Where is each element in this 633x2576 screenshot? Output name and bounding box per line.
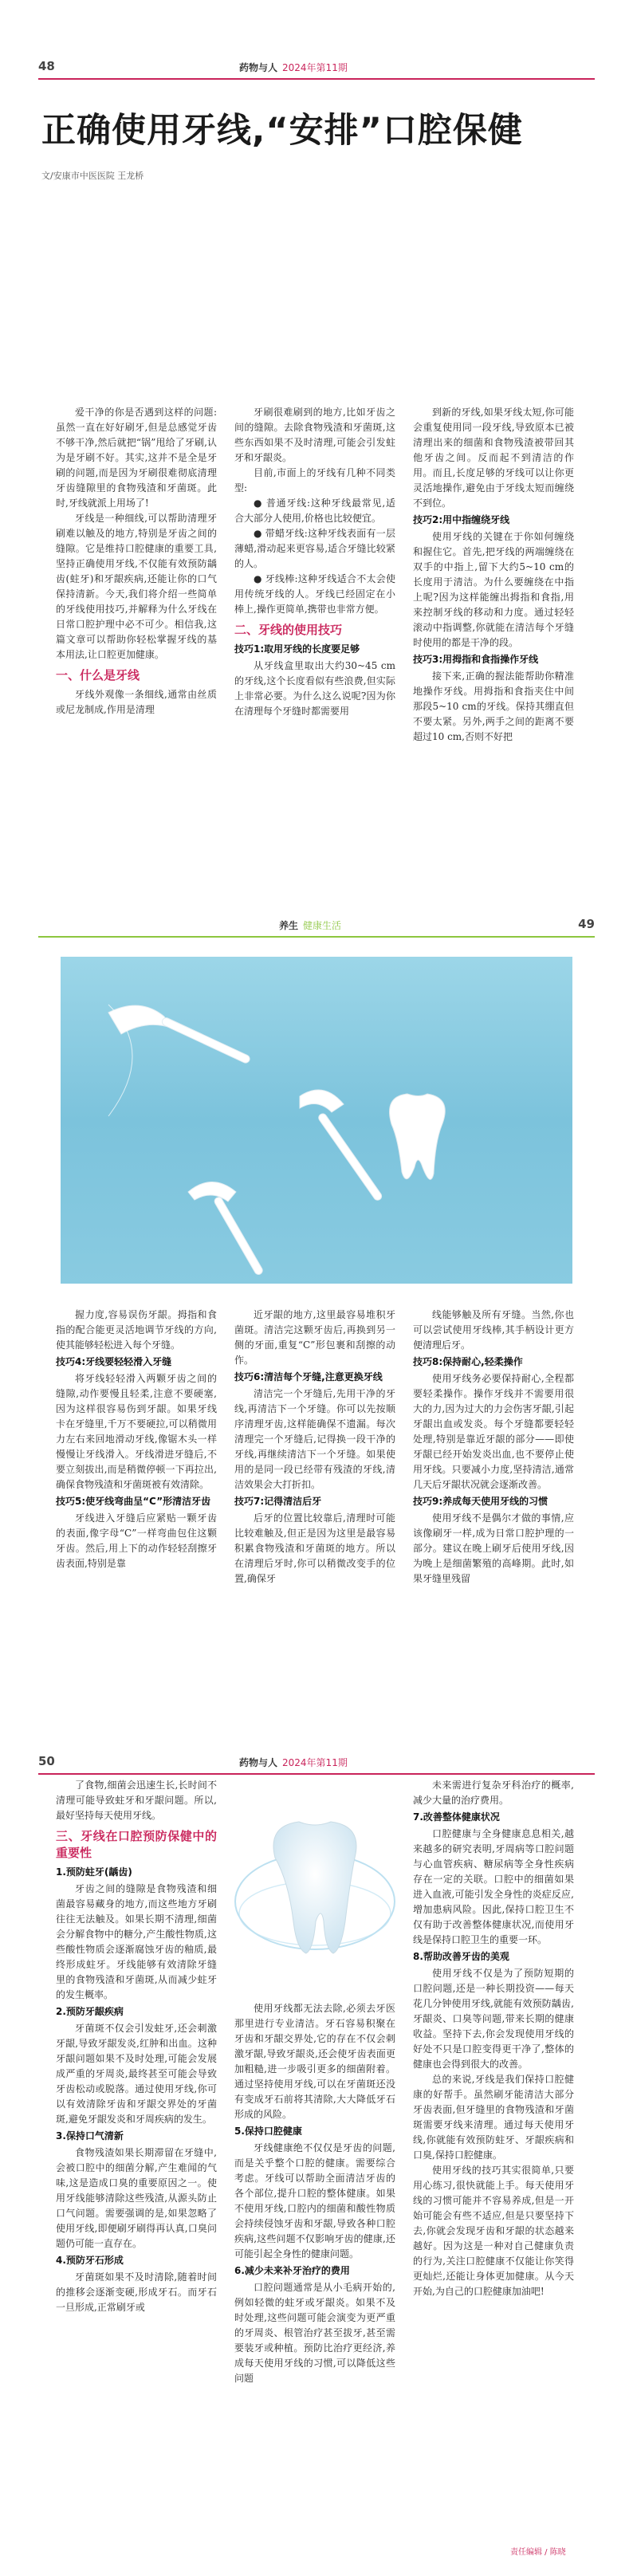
author-line: 文/安康市中医医院 王龙桥: [41, 171, 144, 181]
page-number: 50: [38, 1754, 55, 1768]
paragraph: 使用牙线的技巧其实很简单,只要用心练习,很快就能上手。每天使用牙线的习惯可能并不容易养成,但是一开始可能会有些不适应,但是只要坚持下去,你就会发现牙齿和牙龈的状态越来越好。因为这是一种对自己健康负责的行为,关注口腔健康不仅能让你笑得更灿烂,还能让身体更加健康。从今天开始,为自己的口腔健康加油吧!: [413, 2165, 574, 2297]
paragraph: 口腔健康与全身健康息息相关,越来越多的研究表明,牙周病等口腔问题与心血管疾病、糖尿病等全身性疾病存在一定的关联。口腔中的细菌如果进入血液,可能引发全身性的炎症反应,增加患病风险。因此,保持口腔卫生不仅有助于改善整体健康状况,而使用牙线是保持口腔卫生的重要一环。: [413, 1828, 574, 1945]
subsection-heading: 技巧7:记得清洁后牙: [234, 1496, 322, 1507]
magazine-title: [239, 1756, 348, 1769]
paragraph: 握力度,容易误伤牙龈。拇指和食指的配合能更灵活地调节牙线的方向,使其能够轻松进入每个牙缝。: [56, 1309, 217, 1351]
article-title: 正确使用牙线,“安排”口腔保健: [41, 111, 523, 151]
paragraph: 将牙线轻轻滑入两颗牙齿之间的缝隙,动作要慢且轻柔,注意不要硬塞,因为这样很容易伤到牙龈。如果牙线卡在牙缝里,千万不要硬拉,可以稍微用力左右来回地滑动牙线,像锯木头一样慢慢让牙线滑入。牙线滑进牙缝后,不要立刻拔出,而是稍微停顿一下再拉出,确保食物残渣和牙菌斑被有效清除。: [56, 1373, 217, 1490]
subsection-heading: 4.预防牙石形成: [56, 2255, 124, 2266]
paragraph: 线能够触及所有牙缝。当然,你也可以尝试使用牙线棒,其手柄设计更方便清理后牙。: [413, 1309, 574, 1351]
section-heading: 二、牙线的使用技巧: [234, 623, 343, 637]
paragraph: 使用牙线都无法去除,必须去牙医那里进行专业清洁。牙石容易积聚在牙齿和牙龈交界处,它的存在不仅会刺激牙龈,导致牙龈炎,还会使牙齿表面更加粗糙,进一步吸引更多的细菌附着。通过坚持使用牙线,可以在牙菌斑还没有变成牙石前将其清除,大大降低牙石形成的风险。: [234, 2003, 395, 2120]
subsection-heading: 7.改善整体健康状况: [413, 1811, 500, 1823]
paragraph: 未来需进行复杂牙科治疗的概率,减少大量的治疗费用。: [413, 1780, 574, 1806]
paragraph: 近牙龈的地方,这里最容易堆积牙菌斑。清洁完这颗牙齿后,再换到另一侧的牙面,重复“C”形包裹和刮擦的动作。: [234, 1309, 395, 1366]
paragraph: 使用牙线不是偶尔才做的事情,应该像刷牙一样,成为日常口腔护理的一部分。建议在晚上刷牙后使用牙线,因为晚上是细菌繁殖的高峰期。此时,如果牙缝里残留: [413, 1512, 574, 1584]
paragraph: ● 牙线棒:这种牙线适合不太会使用传统牙线的人。牙线已经固定在小棒上,操作更简单,携带也非常方便。: [234, 573, 395, 615]
paragraph: 目前,市面上的牙线有几种不同类型:: [234, 467, 395, 494]
paragraph: 从牙线盒里取出大约30~45 cm的牙线,这个长度看似有些浪费,但实际上非常必要。为什么这么说呢?因为你在清理每个牙缝时都需要用: [234, 660, 395, 717]
editor-credit: 责任编辑 / 陈晓: [510, 2548, 566, 2557]
tooth-icon: [231, 1810, 399, 1993]
tooth-illustration: [231, 1810, 399, 1993]
paragraph: ● 普通牙线:这种牙线最常见,适合大部分人使用,价格也比较便宜。: [234, 498, 395, 524]
subsection-heading: 技巧4:牙线要轻轻滑入牙缝: [56, 1356, 172, 1367]
subsection-heading: 技巧6:清洁每个牙缝,注意更换牙线: [234, 1371, 383, 1382]
subsection-heading: 技巧1:取用牙线的长度要足够: [234, 643, 360, 655]
section-heading: 一、什么是牙线: [56, 668, 140, 682]
column-2: [234, 405, 395, 719]
page-number: 49: [578, 917, 595, 931]
magazine-title: [239, 61, 348, 74]
column-3: [413, 1308, 574, 1587]
subsection-heading: 3.保持口气清新: [56, 2130, 124, 2141]
paragraph: 了食物,细菌会迅速生长,长时间不清理可能导致蛀牙和牙龈问题。所以,最好坚持每天使用牙线。: [56, 1780, 217, 1821]
page-48: [0, 0, 633, 909]
subsection-heading: 6.减少未来补牙治疗的费用: [234, 2265, 350, 2276]
paragraph: 牙菌斑如果不及时清除,随着时间的推移会逐渐变硬,形成牙石。而牙石一旦形成,正常刷牙或: [56, 2271, 217, 2313]
header-rule: [38, 1773, 595, 1775]
subsection-heading: 技巧3:用拇指和食指操作牙线: [413, 654, 539, 665]
paragraph: 清洁完一个牙缝后,先用干净的牙线,再清洁下一个牙缝。你可以先按顺序清理牙齿,这样能确保不遗漏。每次清理完一个牙缝后,记得换一段干净的牙线,再继续清洁下一个牙缝。如果使用的是同一段已经带有残渣的牙线,清洁效果会大打折扣。: [234, 1388, 395, 1490]
paragraph: 使用牙线不仅是为了预防短期的口腔问题,还是一种长期投资——每天花几分钟使用牙线,就能有效预防龋齿,牙龈炎、口臭等问题,带来长期的健康收益。坚持下去,你会发现使用牙线的好处不只是口腔变得更干净了,整体的健康也会得到很大的改善。: [413, 1968, 574, 2070]
paragraph: 牙线是一种细线,可以帮助清理牙刷难以触及的地方,特别是牙齿之间的缝隙。它是维持口腔健康的重要工具,坚持正确使用牙线,不仅能有效预防龋齿(蛀牙)和牙龈疾病,还能让你的口气保持清新。今天,我们将介绍一些简单的牙线使用技巧,并解释为什么牙线在日常口腔护理中必不可少。相信我,这篇文章可以帮助你轻松掌握牙线的基本用法,让口腔更加健康。: [56, 513, 217, 660]
subsection-heading: 技巧5:使牙线弯曲呈“C”形清洁牙齿: [56, 1496, 211, 1507]
page-header: [38, 1746, 595, 1778]
paragraph: 牙线健康绝不仅仅是牙齿的问题,而是关乎整个口腔的健康。需要综合考虑。牙线可以帮助全面清洁牙齿的各个部位,提升口腔的整体健康。如果不使用牙线,口腔内的细菌和酸性物质会持续侵蚀牙齿和牙龈,导致各种口腔疾病,这些问题不仅影响牙齿的健康,还可能引起全身性的健康问题。: [234, 2142, 395, 2259]
page-header: [38, 909, 595, 941]
flosser-photo-illustration: [61, 957, 572, 1284]
subsection-heading: 技巧2:用中指缠绕牙线: [413, 514, 510, 525]
paragraph: ● 带蜡牙线:这种牙线表面有一层薄蜡,滑动起来更容易,适合牙缝比较紧的人。: [234, 528, 395, 569]
paragraph: 使用牙线务必要保持耐心,全程都要轻柔操作。操作牙线并不需要用很大的力,因为过大的力会伤害牙龈,引起牙龈出血或发炎。每个牙缝都要轻轻处理,特别是靠近牙龈的部分——即使牙龈已经开始发炎出血,也不要停止使用牙线。只要减小力度,坚持清洁,通常几天后牙龈状况就会逐渐改善。: [413, 1373, 574, 1490]
paragraph: 牙菌斑不仅会引发蛀牙,还会刺激牙龈,导致牙龈发炎,红肿和出血。这种牙龈问题如果不及时处理,可能会发展成严重的牙周炎,最终甚至可能会导致牙齿松动或脱落。通过使用牙线,你可以有效清除牙齿和牙龈交界处的牙菌斑,避免牙龈发炎和牙周疾病的发生。: [56, 2023, 217, 2125]
paragraph: 爱干净的你是否遇到这样的问题:虽然一直在好好刷牙,但是总感觉牙齿不够干净,然后就把“锅”甩给了牙刷,认为是牙刷不好。其实,这并不是全是牙刷的问题,而是因为牙刷很难彻底清理牙齿缝隙里的食物残渣和牙菌斑。此时,牙线就派上用场了!: [56, 407, 217, 509]
section-heading: 三、牙线在口腔预防保健中的重要性: [56, 1829, 217, 1860]
subsection-heading: 1.预防蛀牙(龋齿): [56, 1866, 132, 1878]
magazine-name: 药物与人: [239, 1757, 278, 1768]
page-number: 48: [38, 59, 55, 73]
issue-number: 2024年第11期: [282, 1757, 348, 1768]
subsection-heading: 2.预防牙龈疾病: [56, 2006, 124, 2017]
page-49: [0, 909, 633, 1746]
section-title: [279, 918, 341, 932]
column-1: [56, 1778, 217, 2315]
subsection-heading: 8.帮助改善牙齿的美观: [413, 1951, 509, 1962]
subsection-name: 健康生活: [303, 920, 342, 931]
column-3: [413, 405, 574, 745]
paragraph: 后牙的位置比较靠后,清理时可能比较难触及,但正是因为这里是最容易积累食物残渣和牙菌斑的地方。所以在清理后牙时,你可以稍微改变手的位置,确保牙: [234, 1512, 395, 1584]
paragraph: 牙线进入牙缝后应紧贴一颗牙齿的表面,像字母“C”一样弯曲包住这颗牙齿。然后,用上下的动作轻轻刮擦牙齿表面,特别是靠: [56, 1512, 217, 1569]
paragraph: 牙齿之间的缝隙是食物残渣和细菌最容易藏身的地方,而这些地方牙刷往往无法触及。如果长期不清理,细菌会分解食物中的糖分,产生酸性物质,这些酸性物质会逐渐腐蚀牙齿的釉质,最终形成蛀牙。牙线能够有效清除牙缝里的食物残渣和牙菌斑,从而减少蛀牙的发生概率。: [56, 1883, 217, 2000]
column-2: [234, 1308, 395, 1587]
section-name: 养生: [279, 920, 299, 931]
column-3: [413, 1778, 574, 2299]
paragraph: 牙线外观像一条细线,通常由丝质或尼龙制成,作用是清理: [56, 689, 217, 715]
paragraph: 总的来说,牙线是我们保持口腔健康的好帮手。虽然刷牙能清洁大部分牙齿表面,但牙缝里的食物残渣和牙菌斑需要牙线来清理。通过每天使用牙线,你就能有效预防蛀牙、牙龈疾病和口臭,保持口腔健康。: [413, 2074, 574, 2161]
paragraph: 牙刷很难刷到的地方,比如牙齿之间的缝隙。去除食物残渣和牙菌斑,这些东西如果不及时清理,可能会引发蛀牙和牙龈炎。: [234, 407, 395, 463]
magazine-name: 药物与人: [239, 62, 278, 73]
page-50: [0, 1746, 633, 2576]
paragraph: 食物残渣如果长期滞留在牙缝中,会被口腔中的细菌分解,产生难闻的气味,这是造成口臭的重要原因之一。使用牙线能够清除这些残渣,从源头防止口气问题。需要强调的是,如果忽略了使用牙线,即便刷牙刷得再认真,口臭问题仍可能一直存在。: [56, 2147, 217, 2249]
paragraph: 接下来,正确的握法能帮助你精准地操作牙线。用拇指和食指夹住中间那段5~10 cm的牙线。保持其绷直但不要太紧。另外,两手之间的距离不要超过10 cm,否则不好把: [413, 671, 574, 742]
issue-number: 2024年第11期: [282, 62, 348, 73]
paragraph: 口腔问题通常是从小毛病开始的,例如轻微的蛀牙或牙龈炎。如果不及时处理,这些问题可能会演变为更严重的牙周炎、根管治疗甚至拔牙,甚至需要装牙或种植。预防比治疗更经济,养成每天使用牙线的习惯,可以降低这些问题: [234, 2282, 395, 2384]
subsection-heading: 技巧8:保持耐心,轻柔操作: [413, 1356, 523, 1367]
header-rule: [38, 936, 595, 938]
column-2: [234, 2001, 395, 2386]
subsection-heading: 技巧9:养成每天使用牙线的习惯: [413, 1496, 548, 1507]
column-1: [56, 1308, 217, 1571]
header-rule: [38, 78, 595, 80]
subsection-heading: 5.保持口腔健康: [234, 2126, 302, 2137]
column-1: [56, 405, 217, 718]
flosser-photo: [61, 957, 572, 1284]
page-header: [38, 51, 595, 83]
paragraph: 到新的牙线,如果牙线太短,你可能会重复使用同一段牙线,导致原本已被清理出来的细菌和食物残渣被带回其他牙齿之间。反而起不到清洁的作用。而且,长度足够的牙线可以让你更灵活地操作,避免由于牙线太短而缠绕不到位。: [413, 407, 574, 509]
paragraph: 使用牙线的关键在于你如何缠绕和握住它。首先,把牙线的两端缠绕在双手的中指上,留下大约5~10 cm的长度用于清洁。为什么要缠绕在中指上呢?因为这样能缠出拇指和食指,用来控制牙线的移动和力度。通过轻轻滚动中指调整,你就能在清洁每个牙缝时使用的都是干净的段。: [413, 531, 574, 648]
